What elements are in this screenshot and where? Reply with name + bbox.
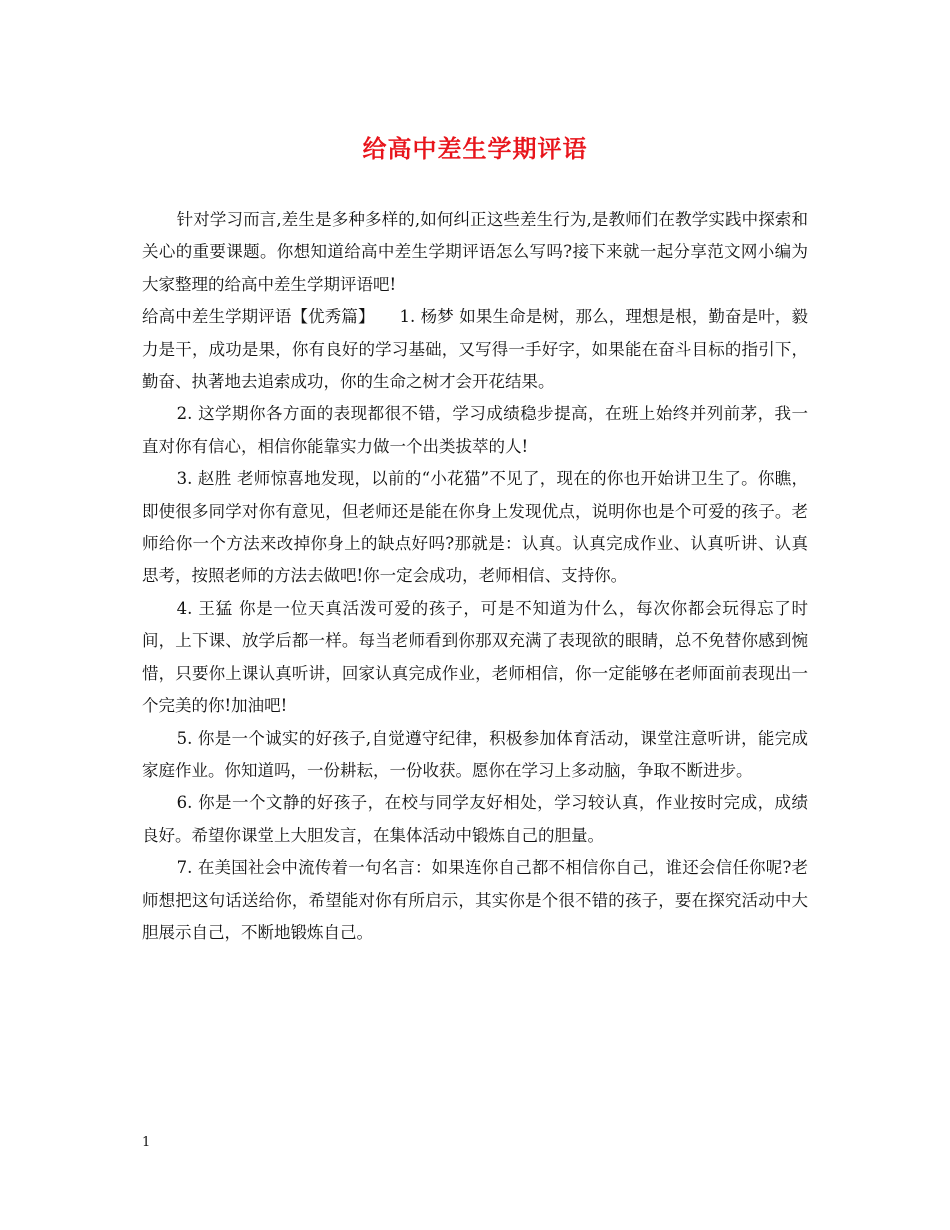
paragraph-comment-6: 6. 你是一个文静的好孩子，在校与同学友好相处，学习较认真，作业按时完成，成绩良好。希望你课堂上大胆发言，在集体活动中锻炼自己的胆量。 <box>142 793 808 845</box>
paragraph-intro: 针对学习而言,差生是多种多样的,如何纠正这些差生行为,是教师们在教学实践中探索和关心的重要课题。你想知道给高中差生学期评语怎么写吗?接下来就一起分享范文网小编为大家整理的给高中差生学期评语吧! <box>142 210 808 294</box>
document-body <box>142 204 808 949</box>
paragraph-comment-5: 5. 你是一个诚实的好孩子,自觉遵守纪律，积极参加体育活动，课堂注意听讲，能完成家庭作业。你知道吗，一份耕耘，一份收获。愿你在学习上多动脑，争取不断进步。 <box>142 728 808 780</box>
paragraph-comment-2: 2. 这学期你各方面的表现都很不错，学习成绩稳步提高，在班上始终并列前茅，我一直对你有信心，相信你能靠实力做一个出类拔萃的人! <box>142 404 808 456</box>
paragraph-comment-4: 4. 王猛 你是一位天真活泼可爱的孩子，可是不知道为什么，每次你都会玩得忘了时间，上下课、放学后都一样。每当老师看到你那双充满了表现欲的眼睛，总不免替你感到惋惜，只要你上课认真听讲，回家认真完成作业，老师相信，你一定能够在老师面前表现出一个完美的你!加油吧! <box>142 598 808 716</box>
paragraph-comment-7: 7. 在美国社会中流传着一句名言：如果连你自己都不相信你自己，谁还会信任你呢?老师想把这句话送给你，希望能对你有所启示，其实你是个很不错的孩子，要在探究活动中大胆展示自己，不断地锻炼自己。 <box>142 858 808 942</box>
document-title: 给高中差生学期评语 <box>362 134 588 163</box>
page-number: 1 <box>142 1135 151 1150</box>
paragraph-comment-3: 3. 赵胜 老师惊喜地发现，以前的“小花猫”不见了，现在的你也开始讲卫生了。你瞧，即使很多同学对你有意见，但老师还是能在你身上发现优点，说明你也是个可爱的孩子。老师给你一个方法来改掉你身上的缺点好吗?那就是：认真。认真完成作业、认真听讲、认真思考，按照老师的方法去做吧!你一定会成功，老师相信、支持你。 <box>142 469 808 586</box>
paragraph-excellent-section: 给高中差生学期评语【优秀篇】 1. 杨梦 如果生命是树，那么，理想是根，勤奋是叶，毅力是干，成功是果，你有良好的学习基础，又写得一手好字，如果能在奋斗目标的指引下，勤奋、执著地去追索成功，你的生命之树才会开花结果。 <box>142 307 808 392</box>
